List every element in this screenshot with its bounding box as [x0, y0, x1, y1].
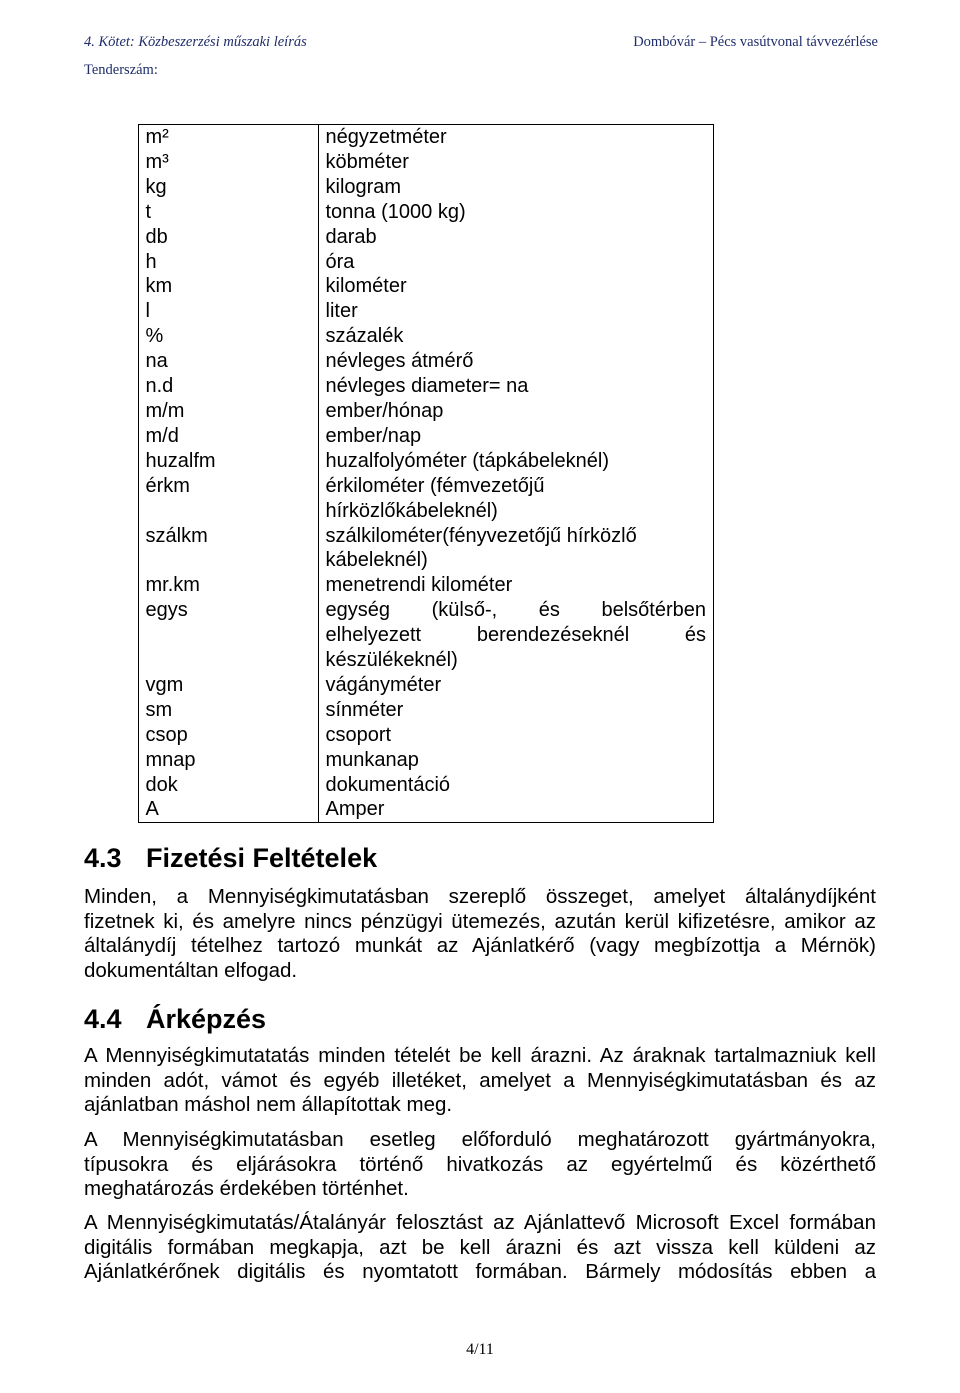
unit-meaning-line: munkanap	[325, 748, 419, 771]
section-number: 4.4	[84, 1004, 122, 1034]
table-row	[139, 250, 713, 275]
table-row	[139, 524, 713, 574]
unit-abbreviation: mr.km	[139, 573, 319, 598]
paragraph-line: A Mennyiségkimutatás/Átalányár felosztást az Ajánlattevő Microsoft Excel formában	[84, 1211, 876, 1234]
section-number: 4.3	[84, 843, 122, 873]
unit-meaning-line: tonna (1000 kg)	[325, 200, 466, 223]
unit-meaning-line: százalék	[325, 325, 404, 348]
unit-abbreviation: m/m	[139, 399, 319, 424]
unit-abbreviation: dok	[139, 773, 319, 798]
unit-meaning	[319, 374, 713, 399]
paragraph	[84, 885, 876, 984]
unit-meaning-line: sínméter	[325, 698, 404, 721]
unit-meaning-line: csoport	[325, 723, 392, 746]
unit-meaning	[319, 797, 713, 822]
paragraph-line: meghatározás érdekében történhet.	[84, 1177, 409, 1201]
unit-abbreviation: egys	[139, 598, 319, 673]
unit-meaning-line: liter	[325, 300, 358, 323]
unit-abbreviation: kg	[139, 175, 319, 200]
unit-abbreviation: csop	[139, 723, 319, 748]
paragraph	[84, 1128, 876, 1202]
table-row	[139, 797, 713, 822]
unit-meaning-line: hírközlőkábeleknél)	[325, 499, 498, 522]
unit-meaning-line: ember/hónap	[325, 399, 444, 422]
table-row	[139, 748, 713, 773]
unit-abbreviation: m³	[139, 150, 319, 175]
unit-meaning-line: névleges diameter= na	[325, 375, 529, 398]
unit-meaning-line: ember/nap	[325, 424, 422, 447]
paragraph-line: Ajánlatkérőnek digitális és nyomtatott formában. Bármely módosítás ebben a	[84, 1260, 876, 1284]
unit-meaning-line: elhelyezett berendezéseknél és	[325, 624, 706, 647]
table-row	[139, 598, 713, 673]
unit-meaning	[319, 474, 713, 524]
unit-meaning	[319, 125, 713, 150]
unit-meaning	[319, 773, 713, 798]
paragraph	[84, 1044, 876, 1118]
unit-abbreviation: m²	[139, 125, 319, 150]
unit-meaning	[319, 150, 713, 175]
table-row	[139, 374, 713, 399]
table-row	[139, 274, 713, 299]
unit-meaning	[319, 723, 713, 748]
section-title: Árképzés	[146, 1004, 267, 1034]
unit-abbreviation: n.d	[139, 374, 319, 399]
unit-abbreviation: huzalfm	[139, 449, 319, 474]
table-row	[139, 673, 713, 698]
unit-meaning-line: érkilométer (fémvezetőjű	[325, 474, 545, 497]
paragraph-line: minden adót, vámot és egyéb illetéket, amelyet a Mennyiségkimutatásban és az	[84, 1068, 876, 1092]
unit-meaning	[319, 698, 713, 723]
unit-abbreviation: db	[139, 225, 319, 250]
unit-meaning-line: dokumentáció	[325, 773, 451, 796]
paragraph-line: A Mennyiségkimutatatás minden tételét be kell árazni. Az áraknak tartalmazniuk kell	[84, 1044, 876, 1067]
unit-meaning-line: szálkilométer(fényvezetőjű hírközlő	[325, 524, 637, 547]
paragraph-line: A Mennyiségkimutatásban esetleg előforduló meghatározott gyártmányokra,	[84, 1128, 876, 1151]
unit-meaning-line: Amper	[325, 798, 385, 821]
unit-meaning-line: kilogram	[325, 175, 402, 198]
table-row	[139, 474, 713, 524]
unit-meaning-line: vágányméter	[325, 673, 442, 696]
unit-meaning	[319, 299, 713, 324]
table-row	[139, 349, 713, 374]
unit-meaning-line: egység (külső-, és belsőtérben	[325, 599, 706, 622]
unit-abbreviation: érkm	[139, 474, 319, 524]
table-row	[139, 773, 713, 798]
page-number: 4/11	[466, 1341, 494, 1358]
table-row	[139, 125, 713, 150]
unit-meaning	[319, 573, 713, 598]
unit-abbreviation: na	[139, 349, 319, 374]
table-row	[139, 299, 713, 324]
unit-meaning	[319, 673, 713, 698]
unit-abbreviation: m/d	[139, 424, 319, 449]
section-heading-pricing	[84, 1004, 266, 1034]
paragraph-line: általánydíj tételhez tartozó munkát az Ajánlatkérő (vagy megbízottja a Mérnök)	[84, 934, 876, 958]
unit-meaning	[319, 200, 713, 225]
unit-meaning-line: óra	[325, 250, 355, 273]
unit-meaning	[319, 424, 713, 449]
header-project-title: Dombóvár – Pécs vasútvonal távvezérlése	[633, 34, 878, 50]
table-row	[139, 324, 713, 349]
table-row	[139, 698, 713, 723]
unit-abbreviation: %	[139, 324, 319, 349]
paragraph-line: ajánlatban máshol nem állapítottak meg.	[84, 1093, 453, 1117]
unit-meaning-line: névleges átmérő	[325, 350, 474, 373]
unit-abbreviation: km	[139, 274, 319, 299]
table-row	[139, 200, 713, 225]
unit-meaning	[319, 324, 713, 349]
table-row	[139, 175, 713, 200]
paragraph-line: Minden, a Mennyiségkimutatásban szereplő összeget, amelyet általánydíjként	[84, 885, 876, 908]
unit-abbreviation: mnap	[139, 748, 319, 773]
unit-meaning-line: készülékeknél)	[325, 649, 458, 672]
unit-abbreviation: A	[139, 797, 319, 822]
unit-meaning-line: kábeleknél)	[325, 549, 428, 572]
table-row	[139, 449, 713, 474]
paragraph-line: digitális formában megkapja, azt be kell árazni és azt vissza kell küldeni az	[84, 1235, 876, 1259]
unit-abbreviation: h	[139, 250, 319, 275]
table-row	[139, 424, 713, 449]
paragraph-line: fizetnek ki, és amelyre nincs pénzügyi ütemezés, azután kerül kifizetésre, amikor az	[84, 909, 876, 933]
header-tender-number: Tenderszám:	[84, 62, 158, 78]
unit-meaning-line: köbméter	[325, 150, 409, 173]
unit-meaning-line: kilométer	[325, 275, 407, 298]
unit-meaning	[319, 399, 713, 424]
unit-meaning	[319, 349, 713, 374]
unit-meaning-line: négyzetméter	[325, 126, 447, 148]
table-row	[139, 723, 713, 748]
unit-meaning-line: menetrendi kilométer	[325, 574, 513, 597]
header-volume-title: 4. Kötet: Közbeszerzési műszaki leírás	[84, 34, 307, 50]
paragraph-line: dokumentáltan elfogad.	[84, 959, 298, 983]
unit-meaning	[319, 225, 713, 250]
unit-abbreviation: sm	[139, 698, 319, 723]
units-table	[138, 124, 714, 823]
section-title: Fizetési Feltételek	[146, 843, 378, 873]
table-row	[139, 399, 713, 424]
unit-meaning	[319, 524, 713, 574]
unit-meaning	[319, 598, 713, 673]
unit-meaning	[319, 175, 713, 200]
table-row	[139, 573, 713, 598]
unit-meaning	[319, 250, 713, 275]
unit-abbreviation: vgm	[139, 673, 319, 698]
unit-abbreviation: l	[139, 299, 319, 324]
unit-abbreviation: szálkm	[139, 524, 319, 574]
unit-meaning	[319, 748, 713, 773]
section-heading-payment-terms	[84, 843, 377, 873]
table-row	[139, 150, 713, 175]
unit-meaning-line: darab	[325, 225, 377, 248]
table-row	[139, 225, 713, 250]
unit-meaning	[319, 449, 713, 474]
paragraph-line: típusokra és eljárásokra történő hivatkozás az egyértelmű és közérthető	[84, 1152, 876, 1176]
unit-abbreviation: t	[139, 200, 319, 225]
unit-meaning	[319, 274, 713, 299]
paragraph	[84, 1211, 876, 1285]
unit-meaning-line: huzalfolyóméter (tápkábeleknél)	[325, 449, 609, 472]
